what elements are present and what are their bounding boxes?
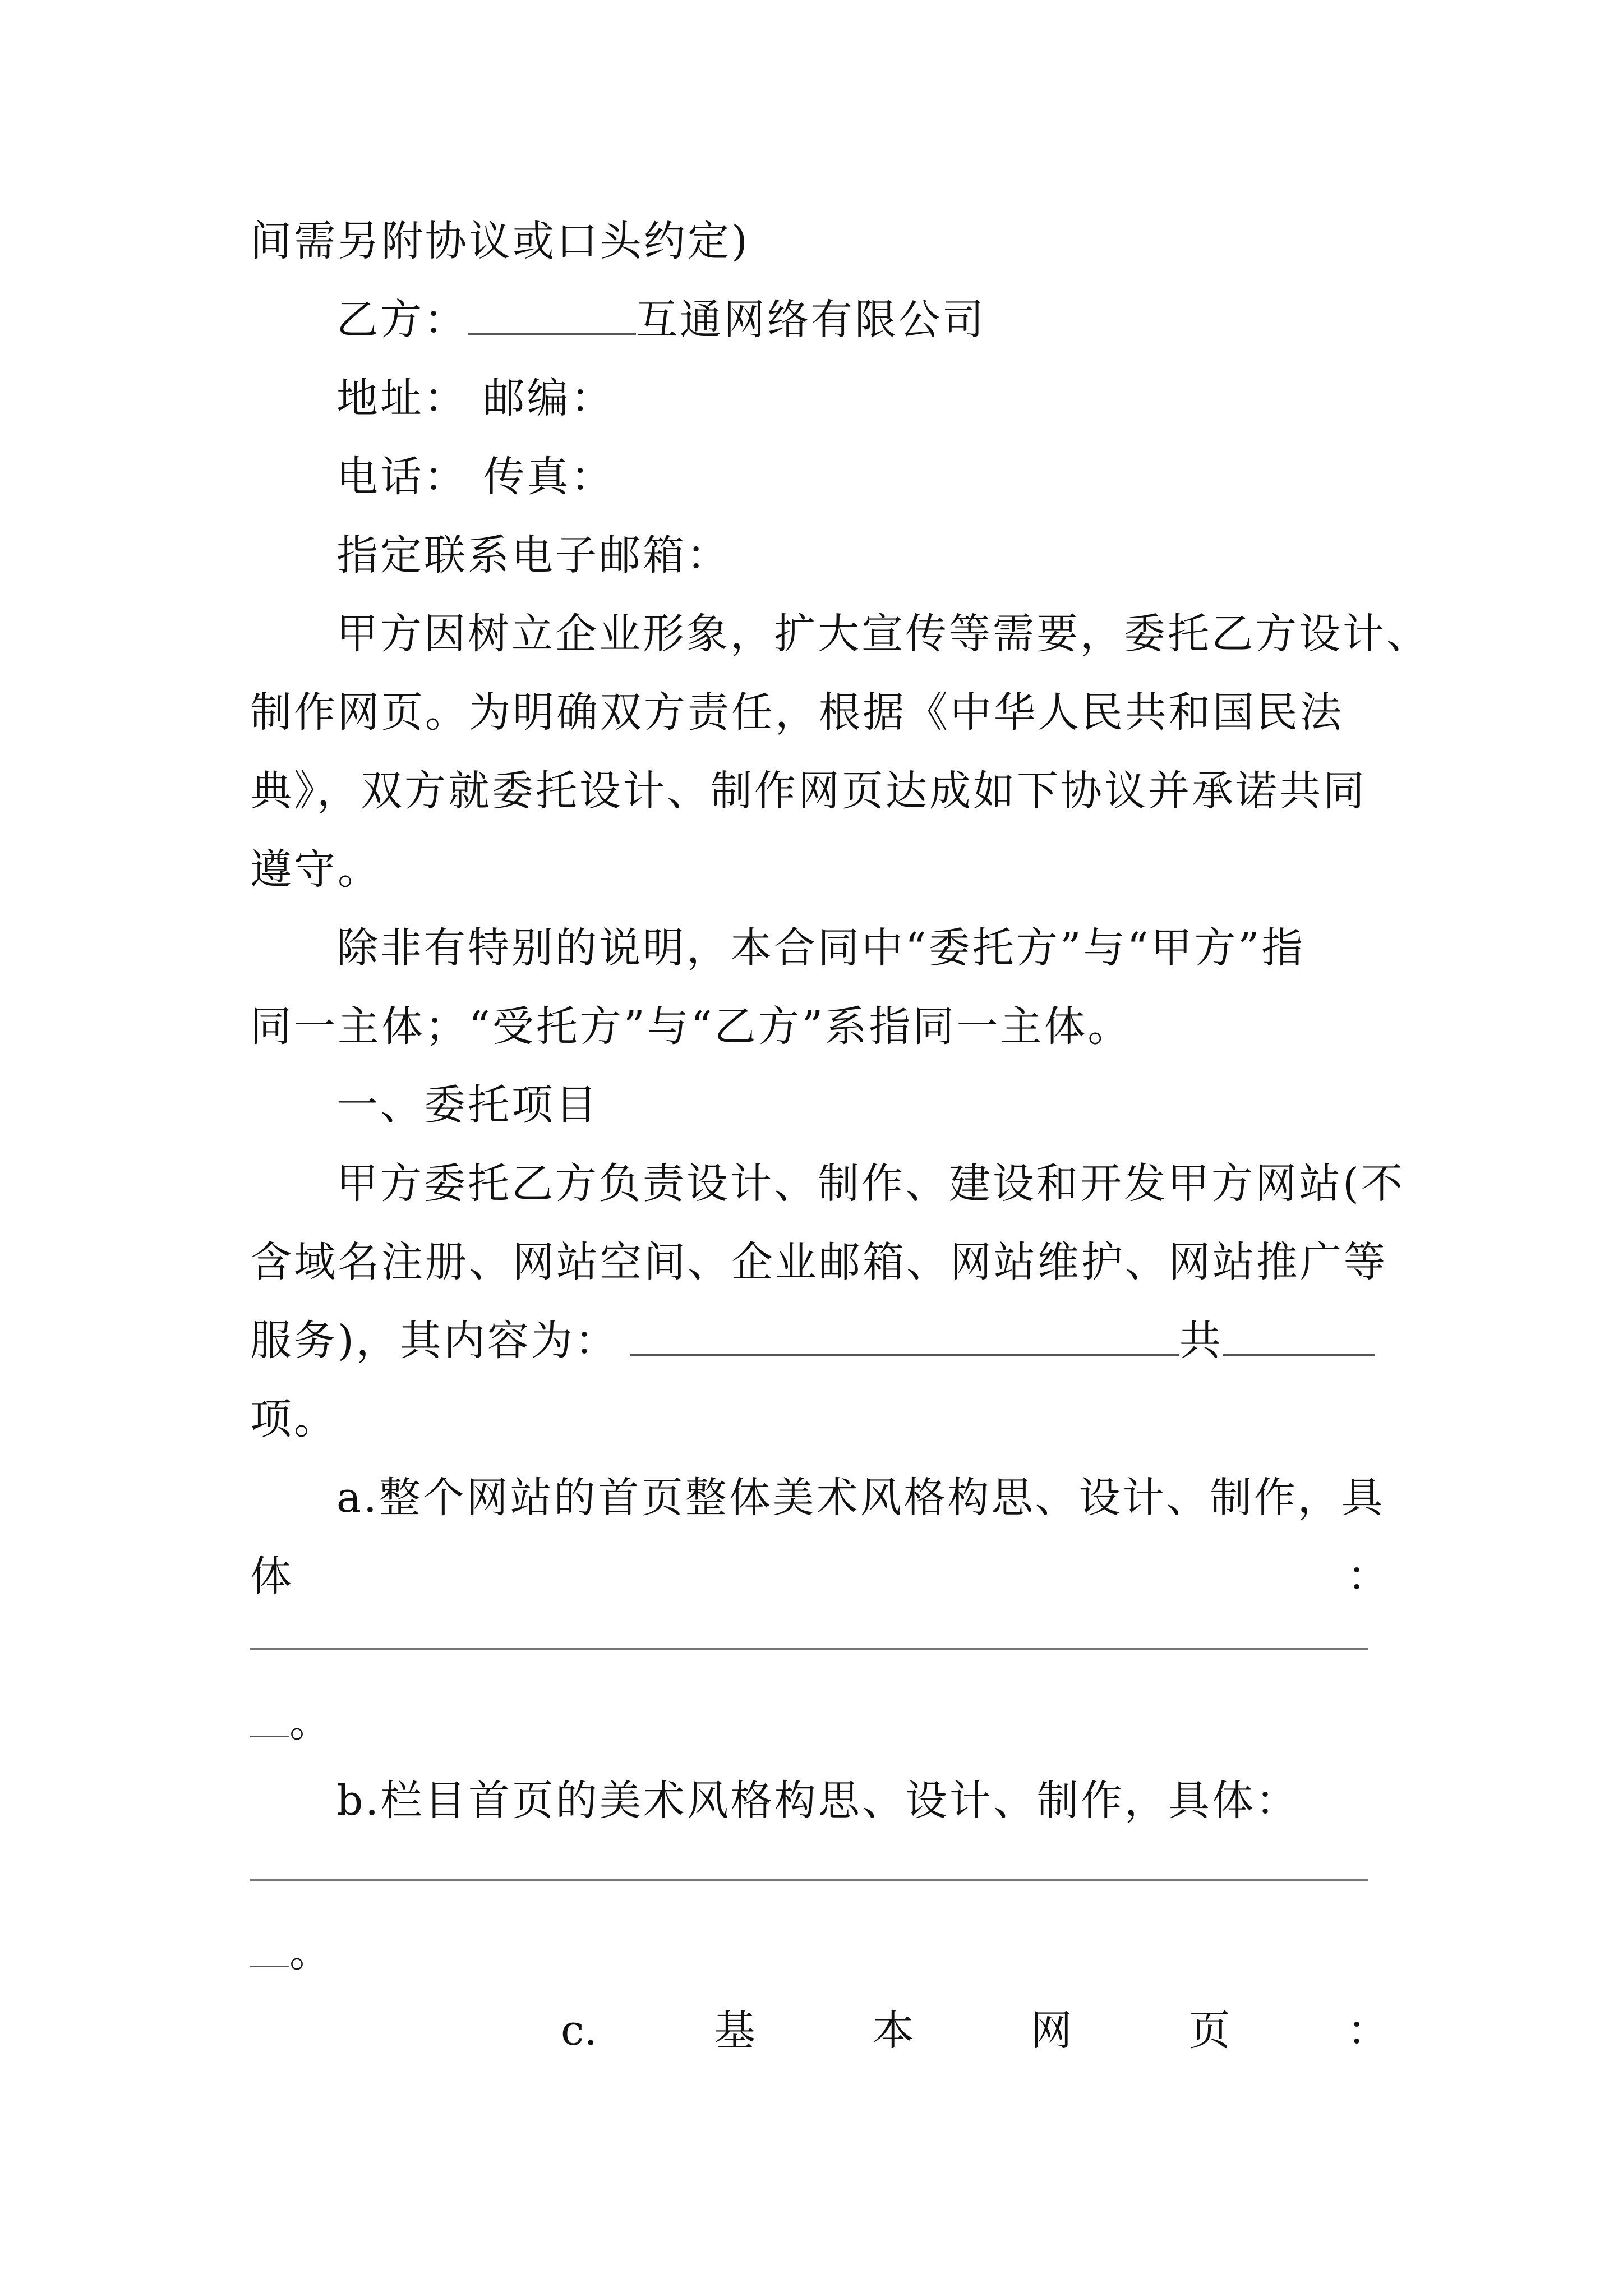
item-a-colon: ： (1347, 1552, 1389, 1600)
party-b-line (336, 292, 1389, 348)
item-c-word-3: 网 (1030, 2007, 1072, 2055)
item-a-continue (250, 1548, 1389, 1604)
address-line: 地址： 邮编： (336, 374, 615, 422)
section-heading: 一、委托项目 (336, 1081, 599, 1129)
count-label: 共 (1179, 1317, 1223, 1365)
item-b-line: b.栏目首页的美术风格构思、设计、制作，具体： (336, 1777, 1299, 1825)
item-c-word-0: c. (561, 2007, 597, 2055)
para-line-8: 典》，双方就委托设计、制作网页达成如下协议并承诺共同 (250, 767, 1367, 815)
item-c-word-4: 页 (1188, 2007, 1230, 2055)
item-c-line (561, 2003, 1389, 2059)
item-b-end-blank (250, 1924, 289, 1967)
item-c-word-5: ： (1347, 2007, 1389, 2055)
party-b-company: 互通网络有限公司 (636, 296, 986, 344)
item-c-word-2: 本 (872, 2007, 914, 2055)
para-line-6: 甲方因树立企业形象，扩大宣传等需要，委托乙方设计、 (336, 610, 1430, 658)
para-line-11: 同一主体；“受托方”与“乙方”系指同一主体。 (250, 1002, 1132, 1051)
item-a-word: 体 (250, 1552, 292, 1600)
count-blank (1223, 1313, 1375, 1356)
item-b-period: 。 (289, 1928, 333, 1976)
content-blank (630, 1313, 1179, 1356)
party-b-blank (468, 292, 636, 335)
item-b-end (250, 1924, 1389, 1980)
item-a-end-blank (250, 1694, 289, 1737)
item-a-end (250, 1694, 1389, 1750)
item-a-fill-rule (250, 1648, 1368, 1650)
item-a-period: 。 (289, 1698, 333, 1746)
para-line-10: 除非有特别的说明，本合同中“委托方”与“甲方”指 (336, 924, 1306, 972)
para-line-7: 制作网页。为明确双方责任，根据《中华人民共和国民法 (250, 688, 1344, 737)
item-c-word-1: 基 (714, 2007, 756, 2055)
para-line-16: 项。 (250, 1395, 338, 1443)
party-b-label: 乙方： (336, 296, 468, 344)
content-line (250, 1313, 1389, 1369)
para-line-13: 甲方委托乙方负责设计、制作、建设和开发甲方网站(不 (336, 1159, 1405, 1208)
para-line-1: 间需另附协议或口头约定) (250, 217, 750, 265)
para-line-14: 含域名注册、网站空间、企业邮箱、网站维护、网站推广等 (250, 1238, 1387, 1286)
para-line-9: 遵守。 (250, 845, 381, 894)
item-a-line: a.整个网站的首页整体美术风格构思、设计、制作，具 (336, 1474, 1385, 1522)
content-label: 服务)，其内容为： (250, 1317, 619, 1365)
email-line: 指定联系电子邮箱： (336, 531, 730, 579)
item-b-fill-rule (250, 1879, 1368, 1881)
phone-line: 电话： 传真： (336, 453, 615, 501)
